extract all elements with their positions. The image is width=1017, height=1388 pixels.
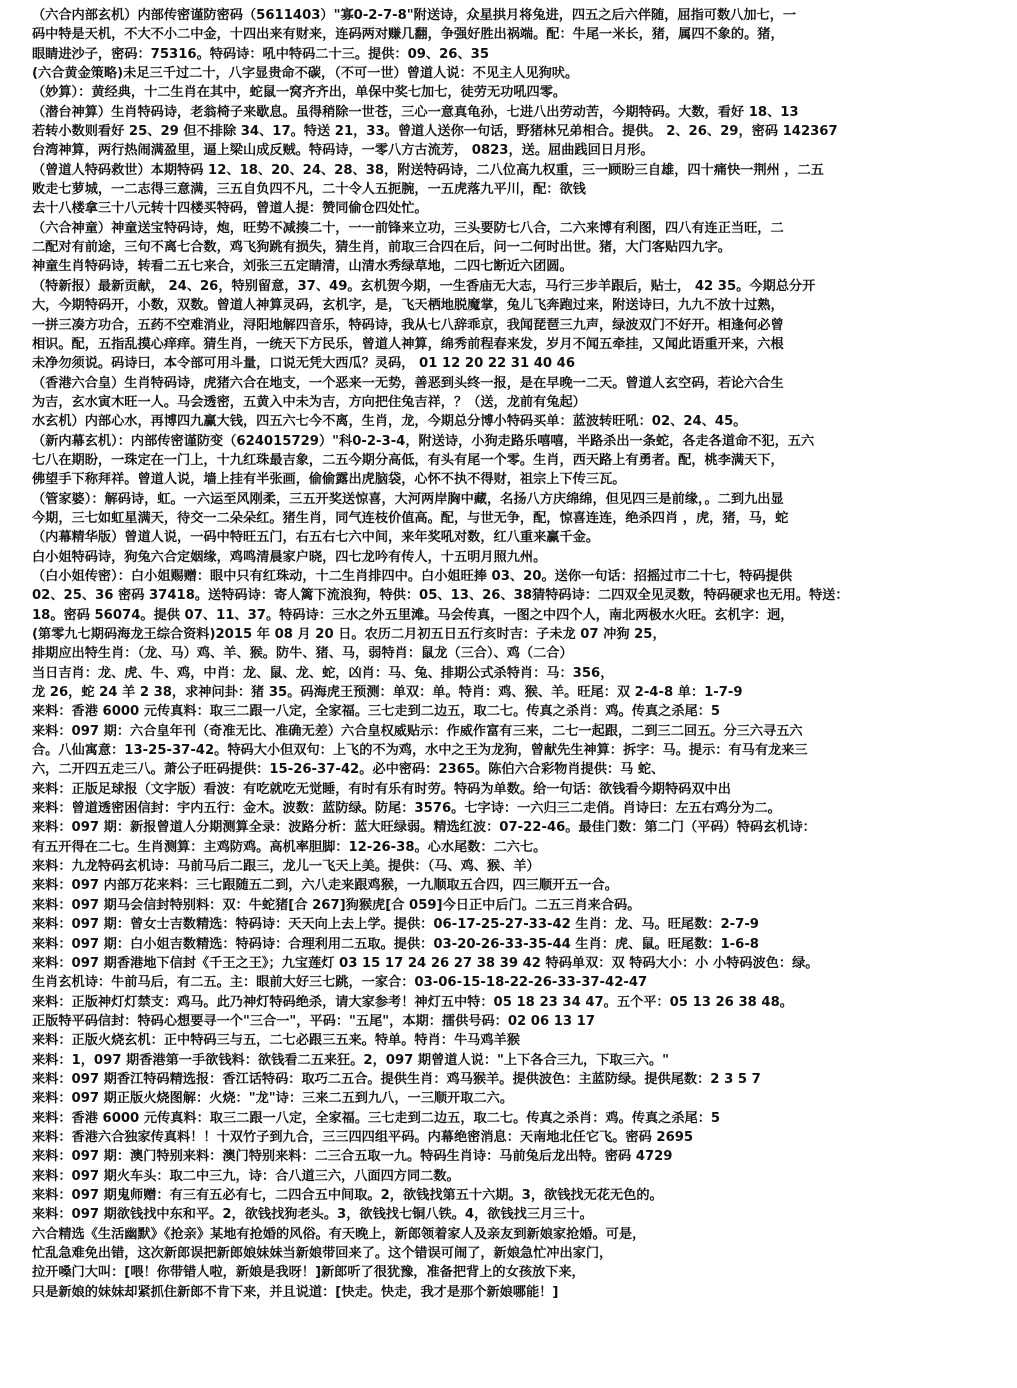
text-line: 来料：097 期马会信封特别料：双：牛蛇猪[合 267]狗猴虎[合 059]今日正中后门。二五三肖来合码。 [32, 897, 641, 913]
text-line: 为吉，玄水寅木旺一人。马会透密，五黄入中未为吉，方向把住兔吉祥，？（送，龙前有兔起） [32, 394, 586, 410]
text-line: 02、25、36 密码 37418。送特码诗：寄人篱下流浪狗，特供：05、13、26、38猜特码诗：二四双全见灵数，特码硬求也无用。特送： [32, 588, 849, 604]
text-line: 败走七萝城，一二志得三意满，三五自负四不凡，二十令人五扼腕，一五虎落九平川，配：欲钱 [32, 182, 586, 198]
text-line: 台湾神算，两行热闹满盈里，逼上梁山成反贼。特码诗，一零八方古流芳， 0823，送。屈曲践回日月形。 [32, 143, 654, 159]
text-line: 正版特平码信封：特码心想要寻一个"三合一"，平码："五尾"，本期：擂供号码：02 06 13 17 [32, 1013, 596, 1029]
text-line: 来料：香港 6000 元传真料：取三二跟一八定，全家福。三七走到二边五，取二七。传真之杀肖：鸡。传真之杀尾：5 [32, 1110, 721, 1126]
text-line: 去十八楼拿三十八元转十四楼买特码，曾道人提：赞同偷仓四处忙。 [32, 201, 428, 217]
text-line: 来料：九龙特码玄机诗：马前马后二跟三，龙儿一飞天上美。提供：（马、鸡、猴、羊） [32, 859, 540, 875]
text-line: 来料：097 期香港地下信封《千王之王》；九宝莲灯 03 15 17 24 26 27 38 39 42 特码单双：双 特码大小：小 小特码波色：绿。 [32, 955, 819, 971]
text-line: （六合神童）神童送宝特码诗，炮，旺势不减揍二十，一一前锋来立功，三头要防七八合，二六来博有利图，四八有连正当旺，二 [32, 220, 784, 236]
text-line: 来料：097 期：白小姐吉数精选：特码诗：合理利用二五取。提供：03-20-26-33-35-44 生肖：虎、鼠。旺尾数：1-6-8 [32, 936, 759, 952]
text-line: 来料：曾道透密困信封：宇内五行：金木。波数：蓝防绿。防尾：3576。七字诗：一六归三二走俏。肖诗曰：左五右鸡分为二。 [32, 801, 781, 817]
text-line: 合。八仙寓意：13-25-37-42。特码大小但双句：上飞的不为鸡，水中之王为龙狗，曾献先生神算：拆字：马。提示：有马有龙来三 [32, 743, 808, 759]
text-line: 七八在期盼，一珠定在一门上，十九红珠最吉象，二五今期分高低，有头有尾一个零。生肖，西天路上有勇者。配，桃李满天下， [32, 452, 784, 468]
text-line: 来料：097 期正版火烧图解：火烧："龙"诗：三来二五到九八，一三顺开取二六。 [32, 1091, 514, 1107]
text-line: 码中特是天机，不大不小二中金，十四出来有财来，连码两对赚几翻，争强好胜出祸端。配：牛尾一米长，猪，属四不象的。猪， [32, 27, 784, 43]
text-line: 来料：097 期香江特码精选报：香江话特码：取巧二五合。提供生肖：鸡马猴羊。提供波色：主蓝防绿。提供尾数：2 3 5 7 [32, 1071, 761, 1087]
text-line: （曾道人特码救世）本期特码 12、18、20、24、28、38，附送特码诗，二八位高九权重，三一顾盼三自雄，四十痛快一荆州 ，二五 [32, 162, 824, 178]
text-line: 今期，三七如虹星满天，待交一二朵朵红。猪生肖，同气连枝价值高。配，与世无争，配，惊喜连连，绝杀四肖 ，虎，猪，马，蛇 [32, 510, 789, 526]
text-line: 来料：097 期欲钱找中东和平。2，欲钱找狗老头。3，欲钱找七铜八铁。4，欲钱找三月三十。 [32, 1207, 593, 1223]
text-line: 水玄机）内部心水，再博四九赢大钱，四五六七今不离，生肖，龙，今期总分博小特码买单：蓝波转旺吼：02、24、45。 [32, 414, 747, 430]
text-line: 来料：香港六合独家传真料！！十双竹子到九合，三三四四组平码。内幕绝密消息：天南地北任它飞。密码 2695 [32, 1129, 694, 1145]
text-line: （内幕精华版）曾道人说，一码中特旺五门，右五右七六中间，来年奖吼对数，红八重来赢千金。 [32, 530, 600, 546]
text-line: 二配对有前途，三句不离七合数，鸡飞狗跳有损失，猜生肖，前取三合四在后，问一二何时出世。猪，大门客贴四九字。 [32, 240, 731, 256]
text-line: （特新报）最新贡献， 24、26，特别留意，37、49。玄机贺今期，一生香庙无大志，马行三步羊跟后，贴士， 42 35。今期总分开 [32, 278, 816, 294]
text-line: 排期应出特生肖：（龙、马）鸡、羊、猴。防牛、猪、马，弱特肖：鼠龙（三合）、鸡（二合） [32, 646, 573, 662]
text-line: 来料：097 期：六合皇年刊（奇准无比、准确无差）六合皇权威贴示：作威作富有三来，二七一起跟，二到三二回五。分三六寻五六 [32, 723, 803, 739]
text-line: 神童生肖特码诗，转看二五七来合，刘张三五定睛清，山清水秀绿草地，二四七断近六团圆。 [32, 259, 573, 275]
text-line: 相识。配，五指乱摸心痒痒。猜生肖，一统天下方民乐，曾道人神算，绵秀前程春来发，岁月不闻五牵挂，又闻此语重开来，六根 [32, 336, 784, 352]
text-line: 来料：097 期鬼师赠：有三有五必有七，二四合五中间取。2，欲钱找第五十六期。3，欲钱找无花无色的。 [32, 1187, 663, 1203]
text-line: (六合黄金策略)未足三千过二十，八字显贵命不碳，（不可一世）曾道人说：不见主人见狗吠。 [32, 66, 579, 82]
text-line: 龙 26，蛇 24 羊 2 38，求神问卦：猪 35。码海虎王预测：单双：单。特肖：鸡、猴、羊。旺尾：双 2-4-8 单：1-7-9 [32, 685, 743, 701]
text-line: 来料：正版足球报（文字版）看波：有吃就吃无觉睡，有时有乐有时劳。特码为单数。给一句话：欲钱看今期特码双中出 [32, 781, 731, 797]
text-line: 忙乱急难免出错，这次新郎误把新郎娘妹妹当新娘带回来了。这个错误可闹了，新娘急忙冲出家门， [32, 1246, 613, 1261]
text-line: 一拼三凑方功合，五药不空难消业，浔阳地解四音乐，特码诗，我从七八辞乖京，我闻琵琶三九声，绿波双门不好开。相逢何必曾 [32, 317, 784, 333]
text-line: 来料：正版火烧玄机：正中特码三与五，二七必跟三五来。特单。特肖：牛马鸡羊猴 [32, 1033, 520, 1049]
text-line: 来料：097 期：澳门特别来料：澳门特别来料：二三合五取一九。特码生肖诗：马前兔后龙出特。密码 4729 [32, 1149, 673, 1165]
text-line: 眼睛进沙子，密码：75316。特码诗：吼中特码二十三。提供：09、26、35 [32, 46, 489, 62]
text-line: 大，今期特码开，小数，双数。曾道人神算灵码，玄机字，是，飞天栖地脱魔掌，兔儿飞奔跑过来，附送诗曰，九九不放十过熟， [32, 298, 784, 314]
text-line: 来料：香港 6000 元传真料：取三二跟一八定，全家福。三七走到二边五，取二七。传真之杀肖：鸡。传真之杀尾：5 [32, 704, 721, 720]
text-line: 当日吉肖：龙、虎、牛、鸡，中肖：龙、鼠、龙、蛇，凶肖：马、兔、排期公式杀特肖：马：356， [32, 665, 614, 681]
text-line: （香港六合皇）生肖特码诗，虎猪六合在地支，一个恶来一无势，善恶到头终一报，是在早晚一二天。曾道人玄空码，若论六合生 [32, 375, 784, 391]
text-line: 六，二开四五走三八。萧公子旺码提供：15-26-37-42。必中密码：2365。陈伯六合彩物肖提供：马 蛇、 [32, 762, 665, 778]
text-line: 白小姐特码诗，狗兔六合定姻缘，鸡鸣清晨家户晓，四七龙吟有传人，十五明月照九州。 [32, 549, 547, 565]
text-line: 有五开得在二七。生肖测算：主鸡防鸡。高机率胆脚：12-26-38。心水尾数：二六七。 [32, 839, 547, 855]
text-line: 生肖玄机诗：牛前马后，有二五。主：眼前大好三七跳，一家合：03-06-15-18-22-26-33-37-42-47 [32, 975, 648, 991]
text-line: 未净勿须说。码诗曰，本令部可用斗量，口说无凭大西瓜？灵码， 01 12 20 22 31 40 46 [32, 356, 576, 372]
text-line: 来料：正版神灯灯禁支：鸡马。此乃神灯特码绝杀，请大家参考！神灯五中特：05 18 23 34 47。五个平：05 13 26 38 48。 [32, 994, 793, 1010]
text-line: （六合内部玄机）内部传密谨防密码（5611403）"寡0-2-7-8"附送诗，众星拱月将兔进，四五之后六伴随，屈指可数八加七，一 [32, 8, 797, 23]
text-line: （白小姐传密）：白小姐赐赠：眼中只有红珠动，十二生肖排四中。白小姐旺捧 03、20。送你一句话：招摇过市二十七，特码提供 [32, 568, 793, 584]
text-line: 六合精选《生活幽默》《抢亲》某地有抢婚的风俗。有天晚上，新郎领着家人及亲友到新娘家抢婚。可是， [32, 1226, 646, 1242]
text-line: 来料：097 期火车头：取二中三九，诗：合八道三六，八面四方同二数。 [32, 1168, 460, 1184]
text-line: （新内幕玄机）：内部传密谨防变（624015729）"科0-2-3-4，附送诗，小狗走路乐嘻嘻，半路杀出一条蛇，各走各道命不犯，五六 [32, 433, 815, 449]
text-line: 只是新娘的妹妹却紧抓住新郎不肯下来，并且说道：[快走。快走，我才是那个新娘哪能！] [32, 1284, 559, 1300]
text-line: （管家婆）：解码诗，虹。一六运至风刚柔，三五开奖送惊喜，大河两岸胸中藏，名扬八方庆绵绵，但见四三是前缘，。二到九出显 [32, 491, 784, 507]
text-line: 若转小数则看好 25、29 但不排除 34、17。特送 21，33。曾道人送你一句话，野猪林兄弟相合。提供。 2、26、29，密码 142367 [32, 124, 838, 140]
text-line: 来料：097 内部万花来料：三七跟随五二到，六八走来跟鸡猴，一九顺取五合四，四三顺开五一合。 [32, 878, 618, 894]
text-line: （妙算）：黄经典，十二生肖在其中，蛇鼠一窝齐齐出，单保中奖七加七，徒劳无功吼四零。 [32, 85, 567, 101]
text-line: 来料：097 期：曾女士吉数精选：特码诗：天天向上去上学。提供：06-17-25-27-33-42 生肖：龙、马。旺尾数：2-7-9 [32, 917, 759, 933]
text-line: 来料：097 期：新报曾道人分期测算全录：波路分析：蓝大旺绿弱。精选红波：07-22-46。最佳门数：第二门（平码）特码玄机诗： [32, 820, 816, 836]
text-line: 18。密码 56074。提供 07、11、37。特码诗：三水之外五里滩。马会传真，一图之中四个人，南北两极水火旺。玄机字：迥， [32, 607, 794, 623]
text-line: 来料：1，097 期香港第一手欲钱料：欲钱看二五来狂。2，097 期曾道人说："上下各合三九，下取三六。" [32, 1052, 670, 1068]
text-line: （潜台神算）生肖特码诗，老翁椅子来歇息。虽得稍除一世苍，三心一意真龟孙，七进八出劳动苦，今期特码。大数，看好 18、13 [32, 104, 799, 120]
text-line: (第零九七期码海龙王综合资料)2015 年 08 月 20 日。农历二月初五日五行亥时吉：子未龙 07 冲狗 25， [32, 627, 666, 642]
text-line: 拉开嗓门大叫：[喂！你带错人啦，新娘是我呀！]新郎听了很犹豫，准备把背上的女孩放下来， [32, 1265, 585, 1281]
text-line: 佛望手下称拜祥。曾道人说，墙上挂有半张画，偷偷露出虎脑袋，心怀不执不得财，祖宗上下传三瓦。 [32, 472, 626, 488]
